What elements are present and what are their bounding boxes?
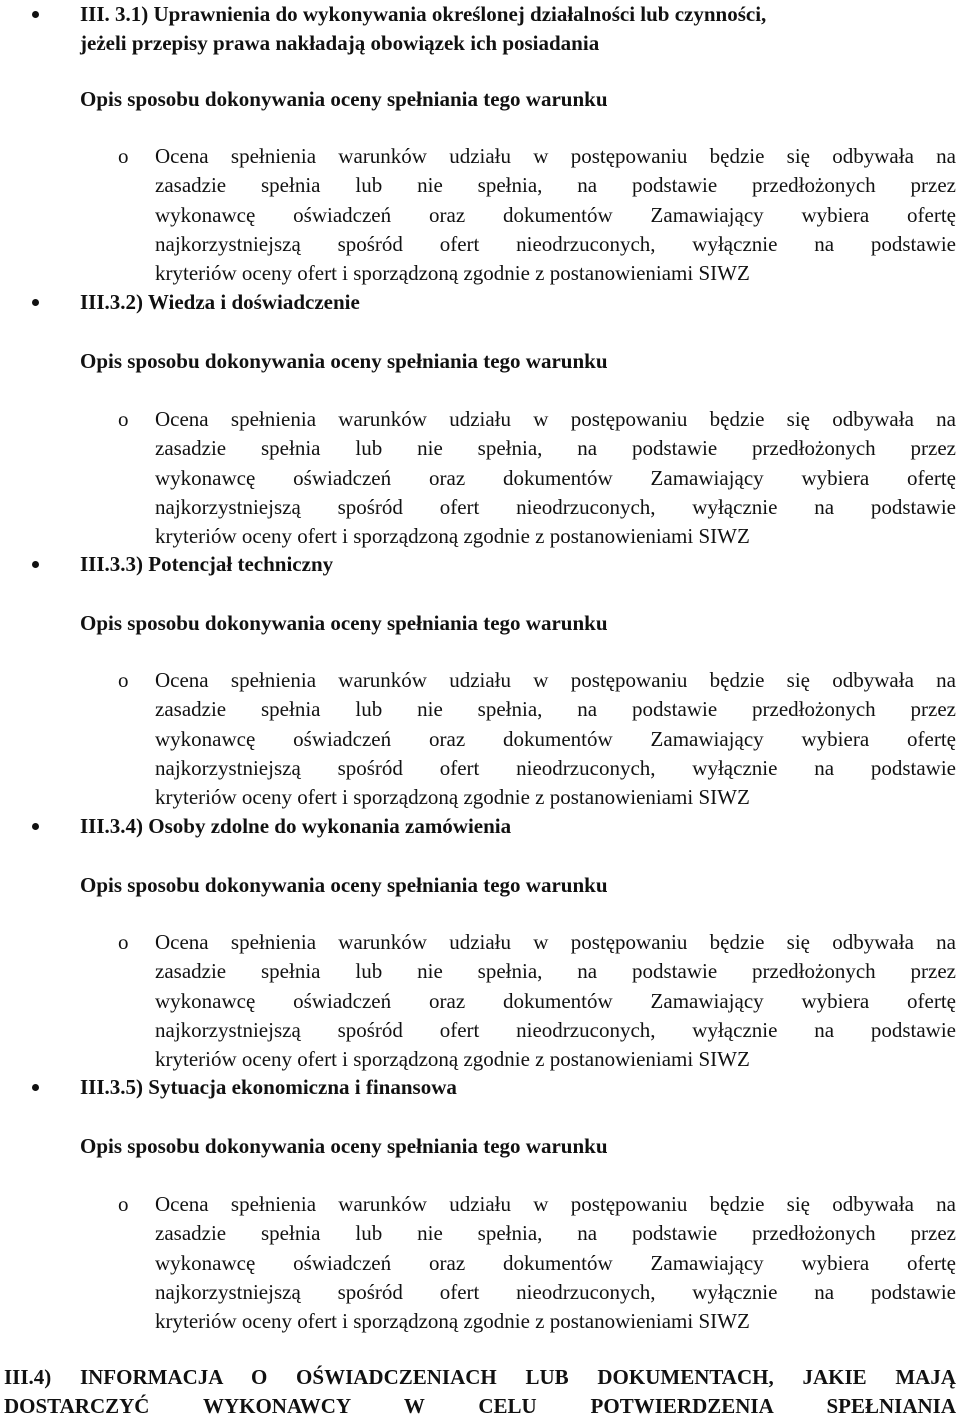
section-heading xyxy=(0,1073,960,1102)
paragraph-line: wykonawcę oświadczeń oraz dokumentów Zamawiający wybiera ofertę xyxy=(155,988,956,1013)
section-heading xyxy=(0,550,960,579)
circle-marker-icon: o xyxy=(118,930,129,954)
heading-line: III.4) INFORMACJA O OŚWIADCZENIACH LUB DOKUMENTACH, JAKIE MAJĄ xyxy=(4,1365,956,1389)
heading-text: III.3.5) Sytuacja ekonomiczna i finansowa xyxy=(80,1075,457,1099)
circle-marker-icon: o xyxy=(118,668,129,692)
section-heading xyxy=(0,288,960,317)
section-iii-4-heading xyxy=(4,1363,956,1421)
heading-text: III.3.2) Wiedza i doświadczenie xyxy=(80,290,360,314)
opis-label: Opis sposobu dokonywania oceny spełniania tego warunku xyxy=(80,349,608,373)
opis-label: Opis sposobu dokonywania oceny spełniania tego warunku xyxy=(80,87,608,111)
section-3-2 xyxy=(0,288,960,317)
opis-label: Opis sposobu dokonywania oceny spełniania tego warunku xyxy=(80,873,608,897)
paragraph-line: kryteriów oceny ofert i sporządzoną zgodnie z postanowieniami SIWZ xyxy=(155,785,750,809)
paragraph-line: Ocena spełnienia warunków udziału w postępowaniu będzie się odbywała na xyxy=(155,1192,956,1216)
opis-label: Opis sposobu dokonywania oceny spełniania tego warunku xyxy=(80,1134,608,1158)
paragraph-line: kryteriów oceny ofert i sporządzoną zgodnie z postanowieniami SIWZ xyxy=(155,524,750,548)
section-heading xyxy=(0,812,960,841)
bullet-icon xyxy=(32,1084,39,1091)
paragraph-line: zasadzie spełnia lub nie spełnia, na podstawie przedłożonych przez xyxy=(155,1221,956,1246)
circle-marker-icon: o xyxy=(118,407,129,431)
paragraph-line: Ocena spełnienia warunków udziału w postępowaniu będzie się odbywała na xyxy=(155,144,956,168)
section-3-5 xyxy=(0,1073,960,1102)
bullet-icon xyxy=(32,11,39,18)
section-heading xyxy=(0,0,960,29)
item-paragraph xyxy=(155,405,956,551)
heading-text-continued: jeżeli przepisy prawa nakładają obowiązek ich posiadania xyxy=(80,31,600,55)
heading-text: III.3.4) Osoby zdolne do wykonania zamówienia xyxy=(80,814,512,838)
item-paragraph xyxy=(155,1190,956,1336)
bullet-icon xyxy=(32,299,39,306)
paragraph-line: zasadzie spełnia lub nie spełnia, na podstawie przedłożonych przez xyxy=(155,697,956,722)
section-3-1 xyxy=(0,0,960,58)
paragraph-line: najkorzystniejszą spośród ofert nieodrzuconych, wyłącznie na podstawie xyxy=(155,231,956,256)
paragraph-line: wykonawcę oświadczeń oraz dokumentów Zamawiający wybiera ofertę xyxy=(155,726,956,751)
section-3-3 xyxy=(0,550,960,579)
paragraph-line: najkorzystniejszą spośród ofert nieodrzuconych, wyłącznie na podstawie xyxy=(155,494,956,519)
item-paragraph xyxy=(155,666,956,812)
paragraph-line: zasadzie spełnia lub nie spełnia, na podstawie przedłożonych przez xyxy=(155,959,956,984)
heading-line: DOSTARCZYĆ WYKONAWCY W CELU POTWIERDZENIA SPEŁNIANIA xyxy=(4,1394,956,1418)
opis-label: Opis sposobu dokonywania oceny spełniania tego warunku xyxy=(80,611,608,635)
circle-marker-icon: o xyxy=(118,1192,129,1216)
paragraph-line: Ocena spełnienia warunków udziału w postępowaniu będzie się odbywała na xyxy=(155,668,956,692)
paragraph-line: kryteriów oceny ofert i sporządzoną zgodnie z postanowieniami SIWZ xyxy=(155,1309,750,1333)
paragraph-line: zasadzie spełnia lub nie spełnia, na podstawie przedłożonych przez xyxy=(155,436,956,461)
heading-text: III.3.3) Potencjał techniczny xyxy=(80,552,334,576)
bullet-icon xyxy=(32,823,39,830)
paragraph-line: wykonawcę oświadczeń oraz dokumentów Zamawiający wybiera ofertę xyxy=(155,1250,956,1275)
circle-marker-icon: o xyxy=(118,144,129,168)
paragraph-line: Ocena spełnienia warunków udziału w postępowaniu będzie się odbywała na xyxy=(155,407,956,431)
paragraph-line: zasadzie spełnia lub nie spełnia, na podstawie przedłożonych przez xyxy=(155,173,956,198)
paragraph-line: najkorzystniejszą spośród ofert nieodrzuconych, wyłącznie na podstawie xyxy=(155,1279,956,1304)
heading-text: III. 3.1) Uprawnienia do wykonywania określonej działalności lub czynności, xyxy=(80,2,767,26)
paragraph-line: wykonawcę oświadczeń oraz dokumentów Zamawiający wybiera ofertę xyxy=(155,202,956,227)
paragraph-line: Ocena spełnienia warunków udziału w postępowaniu będzie się odbywała na xyxy=(155,930,956,954)
bullet-icon xyxy=(32,561,39,568)
paragraph-line: kryteriów oceny ofert i sporządzoną zgodnie z postanowieniami SIWZ xyxy=(155,261,750,285)
section-3-4 xyxy=(0,812,960,841)
paragraph-line: kryteriów oceny ofert i sporządzoną zgodnie z postanowieniami SIWZ xyxy=(155,1047,750,1071)
paragraph-line: najkorzystniejszą spośród ofert nieodrzuconych, wyłącznie na podstawie xyxy=(155,1017,956,1042)
paragraph-line: najkorzystniejszą spośród ofert nieodrzuconych, wyłącznie na podstawie xyxy=(155,755,956,780)
paragraph-line: wykonawcę oświadczeń oraz dokumentów Zamawiający wybiera ofertę xyxy=(155,465,956,490)
item-paragraph xyxy=(155,142,956,288)
item-paragraph xyxy=(155,928,956,1074)
